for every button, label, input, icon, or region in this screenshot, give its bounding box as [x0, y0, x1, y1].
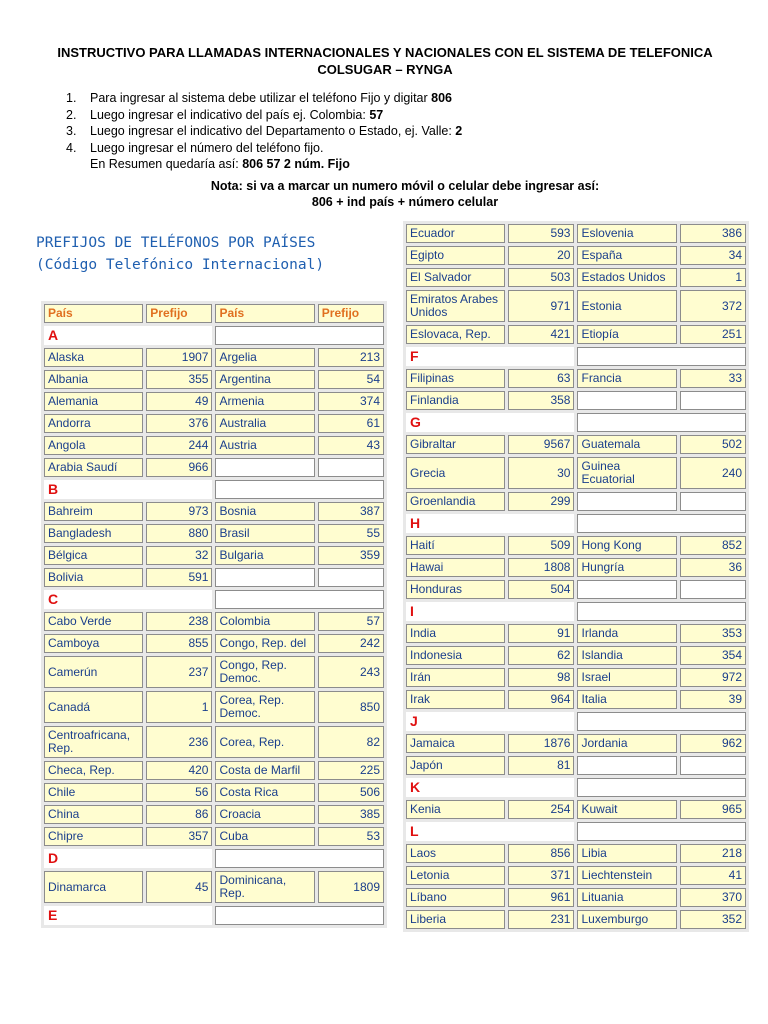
country-prefix: 1808	[508, 558, 574, 577]
section-heading	[36, 232, 324, 276]
country-prefix: 55	[318, 524, 384, 543]
letter-row	[406, 778, 746, 797]
country-name: Kuwait	[577, 800, 676, 819]
table-row	[44, 568, 384, 587]
letter-row	[44, 326, 384, 345]
summary-text: En Resumen quedaría así:	[90, 157, 243, 171]
country-name	[215, 458, 314, 477]
country-name: Indonesia	[406, 646, 505, 665]
table-row	[406, 580, 746, 599]
table-row	[44, 392, 384, 411]
table-row	[406, 457, 746, 489]
country-name: Costa de Marfil	[215, 761, 314, 780]
country-name: Dinamarca	[44, 871, 143, 903]
country-prefix: 299	[508, 492, 574, 511]
country-name	[215, 568, 314, 587]
country-name: Camerún	[44, 656, 143, 688]
country-prefix: 213	[318, 348, 384, 367]
section-letter: F	[406, 347, 574, 366]
table-row	[406, 325, 746, 344]
country-prefix: 240	[680, 457, 746, 489]
table-row	[406, 624, 746, 643]
country-prefix: 964	[508, 690, 574, 709]
header-country: País	[215, 304, 314, 323]
country-name: Laos	[406, 844, 505, 863]
title-line-2: COLSUGAR – RYNGA	[317, 62, 453, 77]
country-name: Cuba	[215, 827, 314, 846]
table-row	[406, 910, 746, 929]
country-prefix: 91	[508, 624, 574, 643]
table-row	[406, 536, 746, 555]
country-name: Finlandia	[406, 391, 505, 410]
section-letter: G	[406, 413, 574, 432]
table-row	[406, 756, 746, 775]
step-item	[66, 107, 462, 124]
country-prefix: 965	[680, 800, 746, 819]
country-name: Corea, Rep. Democ.	[215, 691, 314, 723]
country-name: Bangladesh	[44, 524, 143, 543]
country-name: Hungría	[577, 558, 676, 577]
table-row	[406, 391, 746, 410]
country-name: Bolivia	[44, 568, 143, 587]
country-name: Francia	[577, 369, 676, 388]
country-prefix: 238	[146, 612, 212, 631]
empty-cell	[215, 326, 384, 345]
country-name	[577, 391, 676, 410]
country-name: Andorra	[44, 414, 143, 433]
country-prefix: 53	[318, 827, 384, 846]
country-prefix: 504	[508, 580, 574, 599]
empty-cell	[215, 906, 384, 925]
step-bold: 57	[369, 107, 384, 122]
country-prefix: 20	[508, 246, 574, 265]
country-name: Costa Rica	[215, 783, 314, 802]
country-prefix: 387	[318, 502, 384, 521]
table-row	[44, 656, 384, 688]
country-name: Etiopía	[577, 325, 676, 344]
country-name: Corea, Rep.	[215, 726, 314, 758]
country-prefix: 355	[146, 370, 212, 389]
country-name: Australia	[215, 414, 314, 433]
table-row	[44, 871, 384, 903]
heading-line-2: (Código Telefónico Internacional)	[36, 257, 325, 273]
country-prefix	[318, 568, 384, 587]
step-item	[66, 123, 462, 140]
empty-cell	[215, 480, 384, 499]
country-prefix: 880	[146, 524, 212, 543]
country-name: Guinea Ecuatorial	[577, 457, 676, 489]
country-prefix: 57	[318, 612, 384, 631]
country-name: Austria	[215, 436, 314, 455]
step-text: Luego ingresar el indicativo del Departamento o Estado, ej. Valle:	[90, 124, 456, 138]
table-row	[44, 805, 384, 824]
country-prefix: 421	[508, 325, 574, 344]
country-prefix: 359	[318, 546, 384, 565]
country-prefix: 39	[680, 690, 746, 709]
table-row	[406, 646, 746, 665]
country-prefix: 376	[146, 414, 212, 433]
country-name: Bélgica	[44, 546, 143, 565]
table-row	[406, 246, 746, 265]
country-prefix: 49	[146, 392, 212, 411]
country-prefix: 354	[680, 646, 746, 665]
country-prefix: 374	[318, 392, 384, 411]
country-name: Lituania	[577, 888, 676, 907]
table-row	[406, 268, 746, 287]
country-name: Estonia	[577, 290, 676, 322]
country-name: India	[406, 624, 505, 643]
country-name: Grecia	[406, 457, 505, 489]
country-name: Liberia	[406, 910, 505, 929]
table-row	[44, 502, 384, 521]
country-prefix: 372	[680, 290, 746, 322]
empty-cell	[215, 849, 384, 868]
country-prefix: 1	[146, 691, 212, 723]
section-letter: K	[406, 778, 574, 797]
country-name: Gibraltar	[406, 435, 505, 454]
country-name: Irán	[406, 668, 505, 687]
summary-bold: 806 57 2 núm. Fijo	[242, 157, 350, 171]
country-name: Hawai	[406, 558, 505, 577]
country-prefix: 30	[508, 457, 574, 489]
country-name: Bulgaria	[215, 546, 314, 565]
step-text: Para ingresar al sistema debe utilizar el teléfono Fijo y digitar	[90, 91, 432, 105]
country-prefix: 352	[680, 910, 746, 929]
country-prefix: 82	[318, 726, 384, 758]
country-prefix: 855	[146, 634, 212, 653]
country-name: Irlanda	[577, 624, 676, 643]
letter-row	[44, 480, 384, 499]
letter-row	[44, 906, 384, 925]
country-prefix: 63	[508, 369, 574, 388]
country-name: Luxemburgo	[577, 910, 676, 929]
table-row	[44, 726, 384, 758]
country-name: Albania	[44, 370, 143, 389]
country-name: Estados Unidos	[577, 268, 676, 287]
table-row	[44, 546, 384, 565]
country-prefix: 41	[680, 866, 746, 885]
section-letter: B	[44, 480, 212, 499]
empty-cell	[577, 822, 746, 841]
section-letter: L	[406, 822, 574, 841]
country-prefix: 34	[680, 246, 746, 265]
letter-row	[406, 822, 746, 841]
country-prefix: 1	[680, 268, 746, 287]
country-name: Honduras	[406, 580, 505, 599]
empty-cell	[577, 413, 746, 432]
country-prefix: 591	[146, 568, 212, 587]
country-prefix: 251	[680, 325, 746, 344]
country-name	[577, 580, 676, 599]
country-name: Kenia	[406, 800, 505, 819]
country-prefix: 86	[146, 805, 212, 824]
country-prefix: 231	[508, 910, 574, 929]
country-name: Angola	[44, 436, 143, 455]
country-prefix: 225	[318, 761, 384, 780]
country-name	[577, 492, 676, 511]
prefix-table-right	[403, 221, 749, 932]
table-row	[44, 783, 384, 802]
country-name: Congo, Rep. Democ.	[215, 656, 314, 688]
country-prefix: 9567	[508, 435, 574, 454]
letter-row	[406, 514, 746, 533]
table-row	[406, 435, 746, 454]
letter-row	[44, 849, 384, 868]
step-text: Luego ingresar el número del teléfono fijo.	[90, 140, 324, 155]
country-prefix: 852	[680, 536, 746, 555]
table-row	[44, 458, 384, 477]
step-number: 2.	[66, 107, 77, 122]
country-name: Armenia	[215, 392, 314, 411]
country-name: Camboya	[44, 634, 143, 653]
country-prefix: 973	[146, 502, 212, 521]
country-prefix: 357	[146, 827, 212, 846]
table-header-row	[44, 304, 384, 323]
country-name: Italia	[577, 690, 676, 709]
country-name: Líbano	[406, 888, 505, 907]
country-prefix: 81	[508, 756, 574, 775]
table-row	[44, 827, 384, 846]
country-prefix: 850	[318, 691, 384, 723]
country-prefix: 254	[508, 800, 574, 819]
table-row	[406, 888, 746, 907]
country-name: Guatemala	[577, 435, 676, 454]
section-letter: E	[44, 906, 212, 925]
country-name: Dominicana, Rep.	[215, 871, 314, 903]
letter-row	[44, 590, 384, 609]
section-letter: D	[44, 849, 212, 868]
step-item	[66, 90, 462, 107]
country-prefix: 242	[318, 634, 384, 653]
table-row	[406, 290, 746, 322]
country-name: Eslovaca, Rep.	[406, 325, 505, 344]
country-name: Emiratos Arabes Unidos	[406, 290, 505, 322]
heading-line-1: PREFIJOS DE TELÉFONOS POR PAÍSES	[36, 235, 316, 251]
country-prefix: 961	[508, 888, 574, 907]
country-prefix: 506	[318, 783, 384, 802]
country-name: Chipre	[44, 827, 143, 846]
step-number: 3.	[66, 124, 77, 138]
country-prefix: 236	[146, 726, 212, 758]
country-name: Brasil	[215, 524, 314, 543]
country-name: Filipinas	[406, 369, 505, 388]
table-row	[406, 224, 746, 243]
table-row	[44, 524, 384, 543]
table-row	[406, 558, 746, 577]
country-prefix: 32	[146, 546, 212, 565]
country-prefix: 1809	[318, 871, 384, 903]
country-prefix: 45	[146, 871, 212, 903]
country-name: España	[577, 246, 676, 265]
country-name: Eslovenia	[577, 224, 676, 243]
country-prefix: 972	[680, 668, 746, 687]
section-letter: J	[406, 712, 574, 731]
country-name: Chile	[44, 783, 143, 802]
country-prefix	[680, 756, 746, 775]
title-line-1: INSTRUCTIVO PARA LLAMADAS INTERNACIONALES Y NACIONALES CON EL SISTEMA DE TELEFONICA	[57, 45, 713, 60]
country-prefix: 966	[146, 458, 212, 477]
country-prefix: 353	[680, 624, 746, 643]
country-name: Ecuador	[406, 224, 505, 243]
country-name: Bahreim	[44, 502, 143, 521]
country-name: Congo, Rep. del	[215, 634, 314, 653]
country-prefix: 61	[318, 414, 384, 433]
country-prefix: 593	[508, 224, 574, 243]
table-row	[44, 612, 384, 631]
table-row	[406, 369, 746, 388]
table-row	[44, 414, 384, 433]
country-prefix: 503	[508, 268, 574, 287]
section-letter: C	[44, 590, 212, 609]
letter-row	[406, 413, 746, 432]
country-prefix: 509	[508, 536, 574, 555]
country-name: Irak	[406, 690, 505, 709]
letter-row	[406, 347, 746, 366]
empty-cell	[577, 514, 746, 533]
table-row	[44, 370, 384, 389]
country-prefix	[680, 580, 746, 599]
country-prefix: 36	[680, 558, 746, 577]
table-row	[406, 734, 746, 753]
country-prefix: 237	[146, 656, 212, 688]
empty-cell	[577, 712, 746, 731]
empty-cell	[577, 778, 746, 797]
country-prefix: 218	[680, 844, 746, 863]
country-prefix: 54	[318, 370, 384, 389]
table-row	[44, 634, 384, 653]
country-name: Hong Kong	[577, 536, 676, 555]
country-name: Cabo Verde	[44, 612, 143, 631]
country-prefix: 244	[146, 436, 212, 455]
header-prefix: Prefijo	[318, 304, 384, 323]
country-name: Egipto	[406, 246, 505, 265]
step-number: 4.	[66, 140, 77, 155]
country-name: Alaska	[44, 348, 143, 367]
country-prefix: 56	[146, 783, 212, 802]
country-prefix: 62	[508, 646, 574, 665]
note	[140, 178, 670, 210]
country-name: Israel	[577, 668, 676, 687]
section-letter: I	[406, 602, 574, 621]
country-name: Liechtenstein	[577, 866, 676, 885]
header-prefix: Prefijo	[146, 304, 212, 323]
header-country: País	[44, 304, 143, 323]
country-prefix: 1907	[146, 348, 212, 367]
country-name: Islandia	[577, 646, 676, 665]
country-name: Haití	[406, 536, 505, 555]
country-prefix: 386	[680, 224, 746, 243]
country-name: Colombia	[215, 612, 314, 631]
country-name: Groenlandia	[406, 492, 505, 511]
country-name	[577, 756, 676, 775]
country-prefix: 962	[680, 734, 746, 753]
country-prefix: 358	[508, 391, 574, 410]
country-name: Letonia	[406, 866, 505, 885]
instruction-steps	[66, 90, 462, 173]
step-item	[66, 140, 462, 157]
country-prefix	[318, 458, 384, 477]
country-name: Libia	[577, 844, 676, 863]
step-number: 1.	[66, 91, 77, 105]
country-prefix: 856	[508, 844, 574, 863]
country-prefix: 98	[508, 668, 574, 687]
country-prefix: 371	[508, 866, 574, 885]
country-prefix	[680, 391, 746, 410]
country-name: Croacia	[215, 805, 314, 824]
country-prefix: 1876	[508, 734, 574, 753]
letter-row	[406, 602, 746, 621]
table-row	[44, 691, 384, 723]
table-row	[406, 690, 746, 709]
table-row	[44, 761, 384, 780]
table-row	[406, 668, 746, 687]
country-name: Jordania	[577, 734, 676, 753]
table-row	[406, 844, 746, 863]
table-row	[406, 866, 746, 885]
letter-row	[406, 712, 746, 731]
country-name: Jamaica	[406, 734, 505, 753]
country-name: Japón	[406, 756, 505, 775]
country-prefix: 370	[680, 888, 746, 907]
table-row	[406, 800, 746, 819]
country-name: Centroafricana, Rep.	[44, 726, 143, 758]
step-text: Luego ingresar el indicativo del país ej. Colombia:	[90, 107, 370, 122]
step-bold: 806	[431, 91, 452, 105]
section-letter: H	[406, 514, 574, 533]
country-name: Alemania	[44, 392, 143, 411]
document-title	[40, 44, 730, 78]
country-prefix: 385	[318, 805, 384, 824]
prefix-table-left	[41, 301, 387, 928]
country-name: Bosnia	[215, 502, 314, 521]
country-name: Canadá	[44, 691, 143, 723]
country-name: Checa, Rep.	[44, 761, 143, 780]
empty-cell	[215, 590, 384, 609]
empty-cell	[577, 602, 746, 621]
table-row	[44, 436, 384, 455]
country-name: China	[44, 805, 143, 824]
empty-cell	[577, 347, 746, 366]
step-bold: 2	[455, 124, 463, 138]
country-prefix: 33	[680, 369, 746, 388]
country-prefix: 420	[146, 761, 212, 780]
country-prefix: 243	[318, 656, 384, 688]
note-line-1: Nota: si va a marcar un numero móvil o celular debe ingresar así:	[210, 179, 600, 193]
note-line-2: 806 + ind país + número celular	[311, 195, 499, 209]
table-row	[406, 492, 746, 511]
country-prefix	[680, 492, 746, 511]
country-prefix: 43	[318, 436, 384, 455]
section-letter: A	[44, 326, 212, 345]
country-name: Argelia	[215, 348, 314, 367]
country-name: El Salvador	[406, 268, 505, 287]
country-prefix: 971	[508, 290, 574, 322]
table-row	[44, 348, 384, 367]
country-prefix: 502	[680, 435, 746, 454]
summary-line	[66, 156, 462, 173]
country-name: Arabia Saudí	[44, 458, 143, 477]
country-name: Argentina	[215, 370, 314, 389]
